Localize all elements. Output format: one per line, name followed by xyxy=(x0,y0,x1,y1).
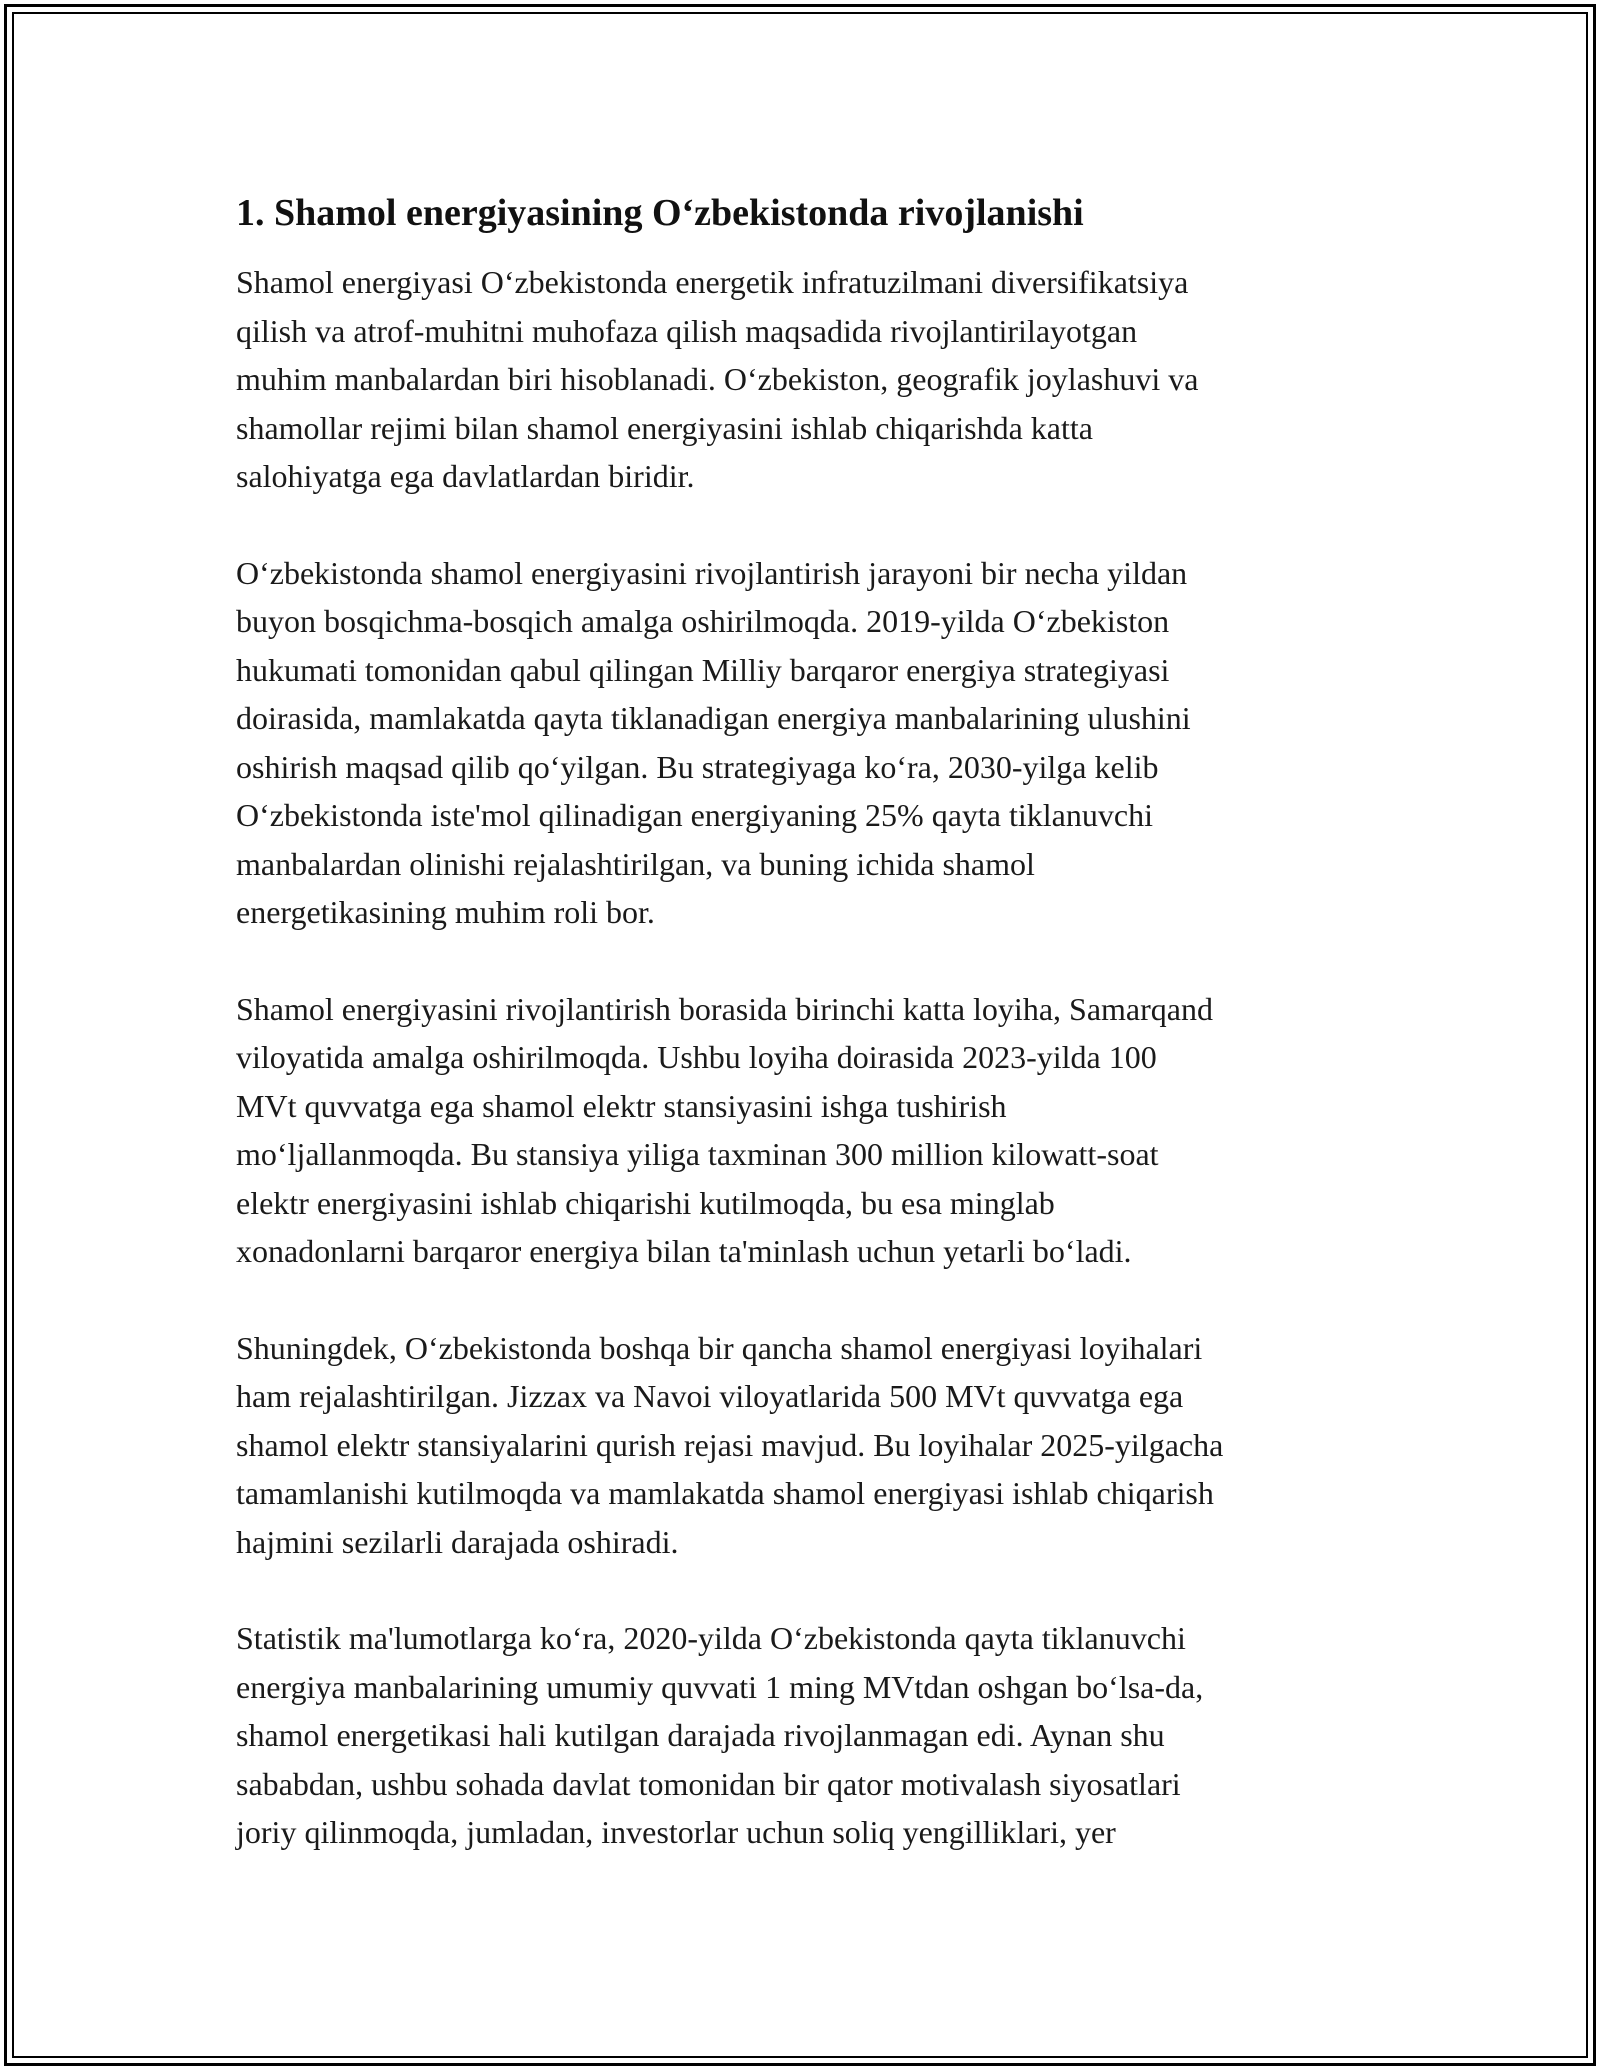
paragraph-1 xyxy=(236,258,1396,501)
text-line: oshirish maqsad qilib qo‘yilgan. Bu strategiyaga ko‘ra, 2030-yilga kelib xyxy=(236,748,1159,785)
text-line: energetikasining muhim roli bor. xyxy=(236,894,655,930)
text-line: viloyatida amalga oshirilmoqda. Ushbu loyiha doirasida 2023-yilda 100 xyxy=(236,1039,1157,1075)
text-line: shamol elektr stansiyalarini qurish rejasi mavjud. Bu loyihalar 2025-yilgacha xyxy=(236,1426,1224,1463)
text-line: tamamlanishi kutilmoqda va mamlakatda shamol energiyasi ishlab chiqarish xyxy=(236,1475,1214,1511)
text-line: joriy qilinmoqda, jumladan, investorlar uchun soliq yengilliklari, yer xyxy=(236,1814,1116,1850)
text-line: Statistik ma'lumotlarga ko‘ra, 2020-yilda O‘zbekistonda qayta tiklanuvchi xyxy=(236,1620,1186,1656)
paragraph-5 xyxy=(236,1614,1396,1857)
paragraph-4 xyxy=(236,1324,1396,1567)
text-line: elektr energiyasini ishlab chiqarishi kutilmoqda, bu esa minglab xyxy=(236,1184,1055,1221)
text-line: hukumati tomonidan qabul qilingan Milliy barqaror energiya strategiyasi xyxy=(236,651,1170,688)
text-line: buyon bosqichma-bosqich amalga oshirilmoqda. 2019-yilda O‘zbekiston xyxy=(236,603,1170,639)
text-line: manbalardan olinishi rejalashtirilgan, va buning ichida shamol xyxy=(236,845,1035,882)
text-line: muhim manbalardan biri hisoblanadi. O‘zbekiston, geografik joylashuvi va xyxy=(236,361,1199,397)
text-line: doirasida, mamlakatda qayta tiklanadigan energiya manbalarining ulushini xyxy=(236,700,1191,736)
text-line: qilish va atrof-muhitni muhofaza qilish maqsadida rivojlantirilayotgan xyxy=(236,312,1138,349)
text-line: xonadonlarni barqaror energiya bilan ta'minlash uchun yetarli bo‘ladi. xyxy=(236,1233,1132,1269)
text-line: energiya manbalarining umumiy quvvati 1 ming MVtdan oshgan bo‘lsa-da, xyxy=(236,1668,1204,1705)
text-line: shamollar rejimi bilan shamol energiyasini ishlab chiqarishda katta xyxy=(236,409,1093,446)
text-line: O‘zbekistonda shamol energiyasini rivojlantirish jarayoni bir necha yildan xyxy=(236,554,1188,591)
text-line: Shamol energiyasini rivojlantirish borasida birinchi katta loyiha, Samarqand xyxy=(236,990,1213,1027)
text-line: salohiyatga ega davlatlardan biridir. xyxy=(236,458,695,494)
text-line: O‘zbekistonda iste'mol qilinadigan energiyaning 25% qayta tiklanuvchi xyxy=(236,797,1153,833)
text-line: hajmini sezilarli darajada oshiradi. xyxy=(236,1523,679,1560)
text-line: shamol energetikasi hali kutilgan darajada rivojlanmagan edi. Aynan shu xyxy=(236,1717,1165,1753)
paragraph-2 xyxy=(236,549,1396,937)
text-line: sababdan, ushbu sohada davlat tomonidan bir qator motivalash siyosatlari xyxy=(236,1765,1181,1802)
text-line: Shamol energiyasi O‘zbekistonda energetik infratuzilmani diversifikatsiya xyxy=(236,264,1189,300)
section-title: 1. Shamol energiyasining O‘zbekistonda rivojlanishi xyxy=(236,192,1084,234)
paragraph-3 xyxy=(236,985,1396,1276)
text-line: Shuningdek, O‘zbekistonda boshqa bir qancha shamol energiyasi loyihalari xyxy=(236,1329,1203,1366)
text-line: ham rejalashtirilgan. Jizzax va Navoi viloyatlarida 500 MVt quvvatga ega xyxy=(236,1378,1184,1414)
document-body xyxy=(236,188,1396,1905)
text-line: MVt quvvatga ega shamol elektr stansiyasini ishga tushirish xyxy=(236,1087,1007,1124)
text-line: mo‘ljallanmoqda. Bu stansiya yiliga taxminan 300 million kilowatt-soat xyxy=(236,1136,1159,1172)
